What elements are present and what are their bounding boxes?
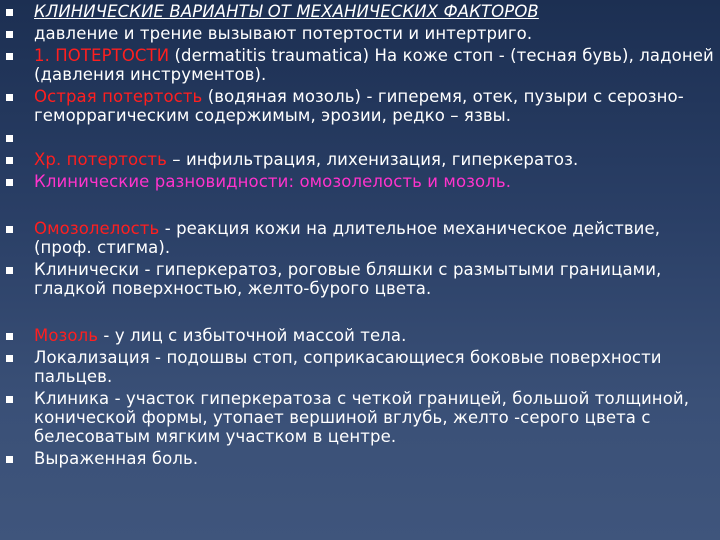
square-bullet-icon	[6, 267, 13, 274]
list-item	[6, 449, 716, 468]
item-text: – инфильтрация, лихенизация, гиперкератоз.	[166, 150, 579, 169]
square-bullet-icon	[6, 94, 13, 101]
list-item	[6, 87, 716, 125]
square-bullet-icon	[6, 157, 13, 164]
item-text: - реакция кожи на длительное механическое действие, (проф. стигма).	[34, 219, 661, 257]
square-bullet-icon	[6, 179, 13, 186]
list-item-empty	[6, 128, 716, 147]
slide-heading: КЛИНИЧЕСКИЕ ВАРИАНТЫ ОТ МЕХАНИЧЕСКИХ ФАКТОРОВ	[34, 2, 539, 21]
item-text: Клиника - участок гиперкератоза с четкой границей, большой толщиной, конической формы, утопает вершиной вглубь, желто -серого цвета с белесоватым мягким участком в центре.	[34, 389, 690, 446]
item-term: Хр. потертость	[34, 150, 167, 169]
square-bullet-icon	[6, 396, 13, 403]
list-item-title	[6, 2, 716, 21]
item-text: - у лиц с избыточной массой тела.	[98, 326, 407, 345]
item-text: Выраженная боль.	[34, 449, 199, 468]
square-bullet-icon	[6, 355, 13, 362]
item-text: Клинические разновидности: омозолелость и мозоль.	[34, 172, 512, 191]
list-item	[6, 389, 716, 446]
item-term: Мозоль	[34, 326, 99, 345]
item-text: (dermatitis traumatica) На коже стоп - (тесная бувь), ладоней (давления инструментов).	[34, 46, 714, 84]
square-bullet-icon	[6, 226, 13, 233]
bullet-list	[6, 2, 716, 468]
list-item	[6, 219, 716, 257]
list-item	[6, 150, 716, 169]
list-item	[6, 326, 716, 345]
item-term: 1. ПОТЕРТОСТИ	[34, 46, 170, 65]
item-term: Омозолелость	[34, 219, 160, 238]
list-item	[6, 172, 716, 191]
square-bullet-icon	[6, 9, 13, 16]
square-bullet-icon	[6, 333, 13, 340]
list-item	[6, 46, 716, 84]
item-text: давление и трение вызывают потертости и интертриго.	[34, 24, 533, 43]
item-text: (водяная мозоль) - гиперемя, отек, пузыри с серозно-геморрагическим содержимым, эрозии, редко – язвы.	[34, 87, 684, 125]
square-bullet-icon	[6, 135, 13, 142]
square-bullet-icon	[6, 456, 13, 463]
square-bullet-icon	[6, 53, 13, 60]
square-bullet-icon	[6, 31, 13, 38]
item-term: Острая потертость	[34, 87, 203, 106]
list-item	[6, 260, 716, 298]
item-text: Клинически - гиперкератоз, роговые бляшки с размытыми границами, гладкой поверхностью, желто-бурого цвета.	[34, 260, 662, 298]
list-item	[6, 348, 716, 386]
item-text: Локализация - подошвы стоп, соприкасающиеся боковые поверхности пальцев.	[34, 348, 662, 386]
list-item	[6, 24, 716, 43]
